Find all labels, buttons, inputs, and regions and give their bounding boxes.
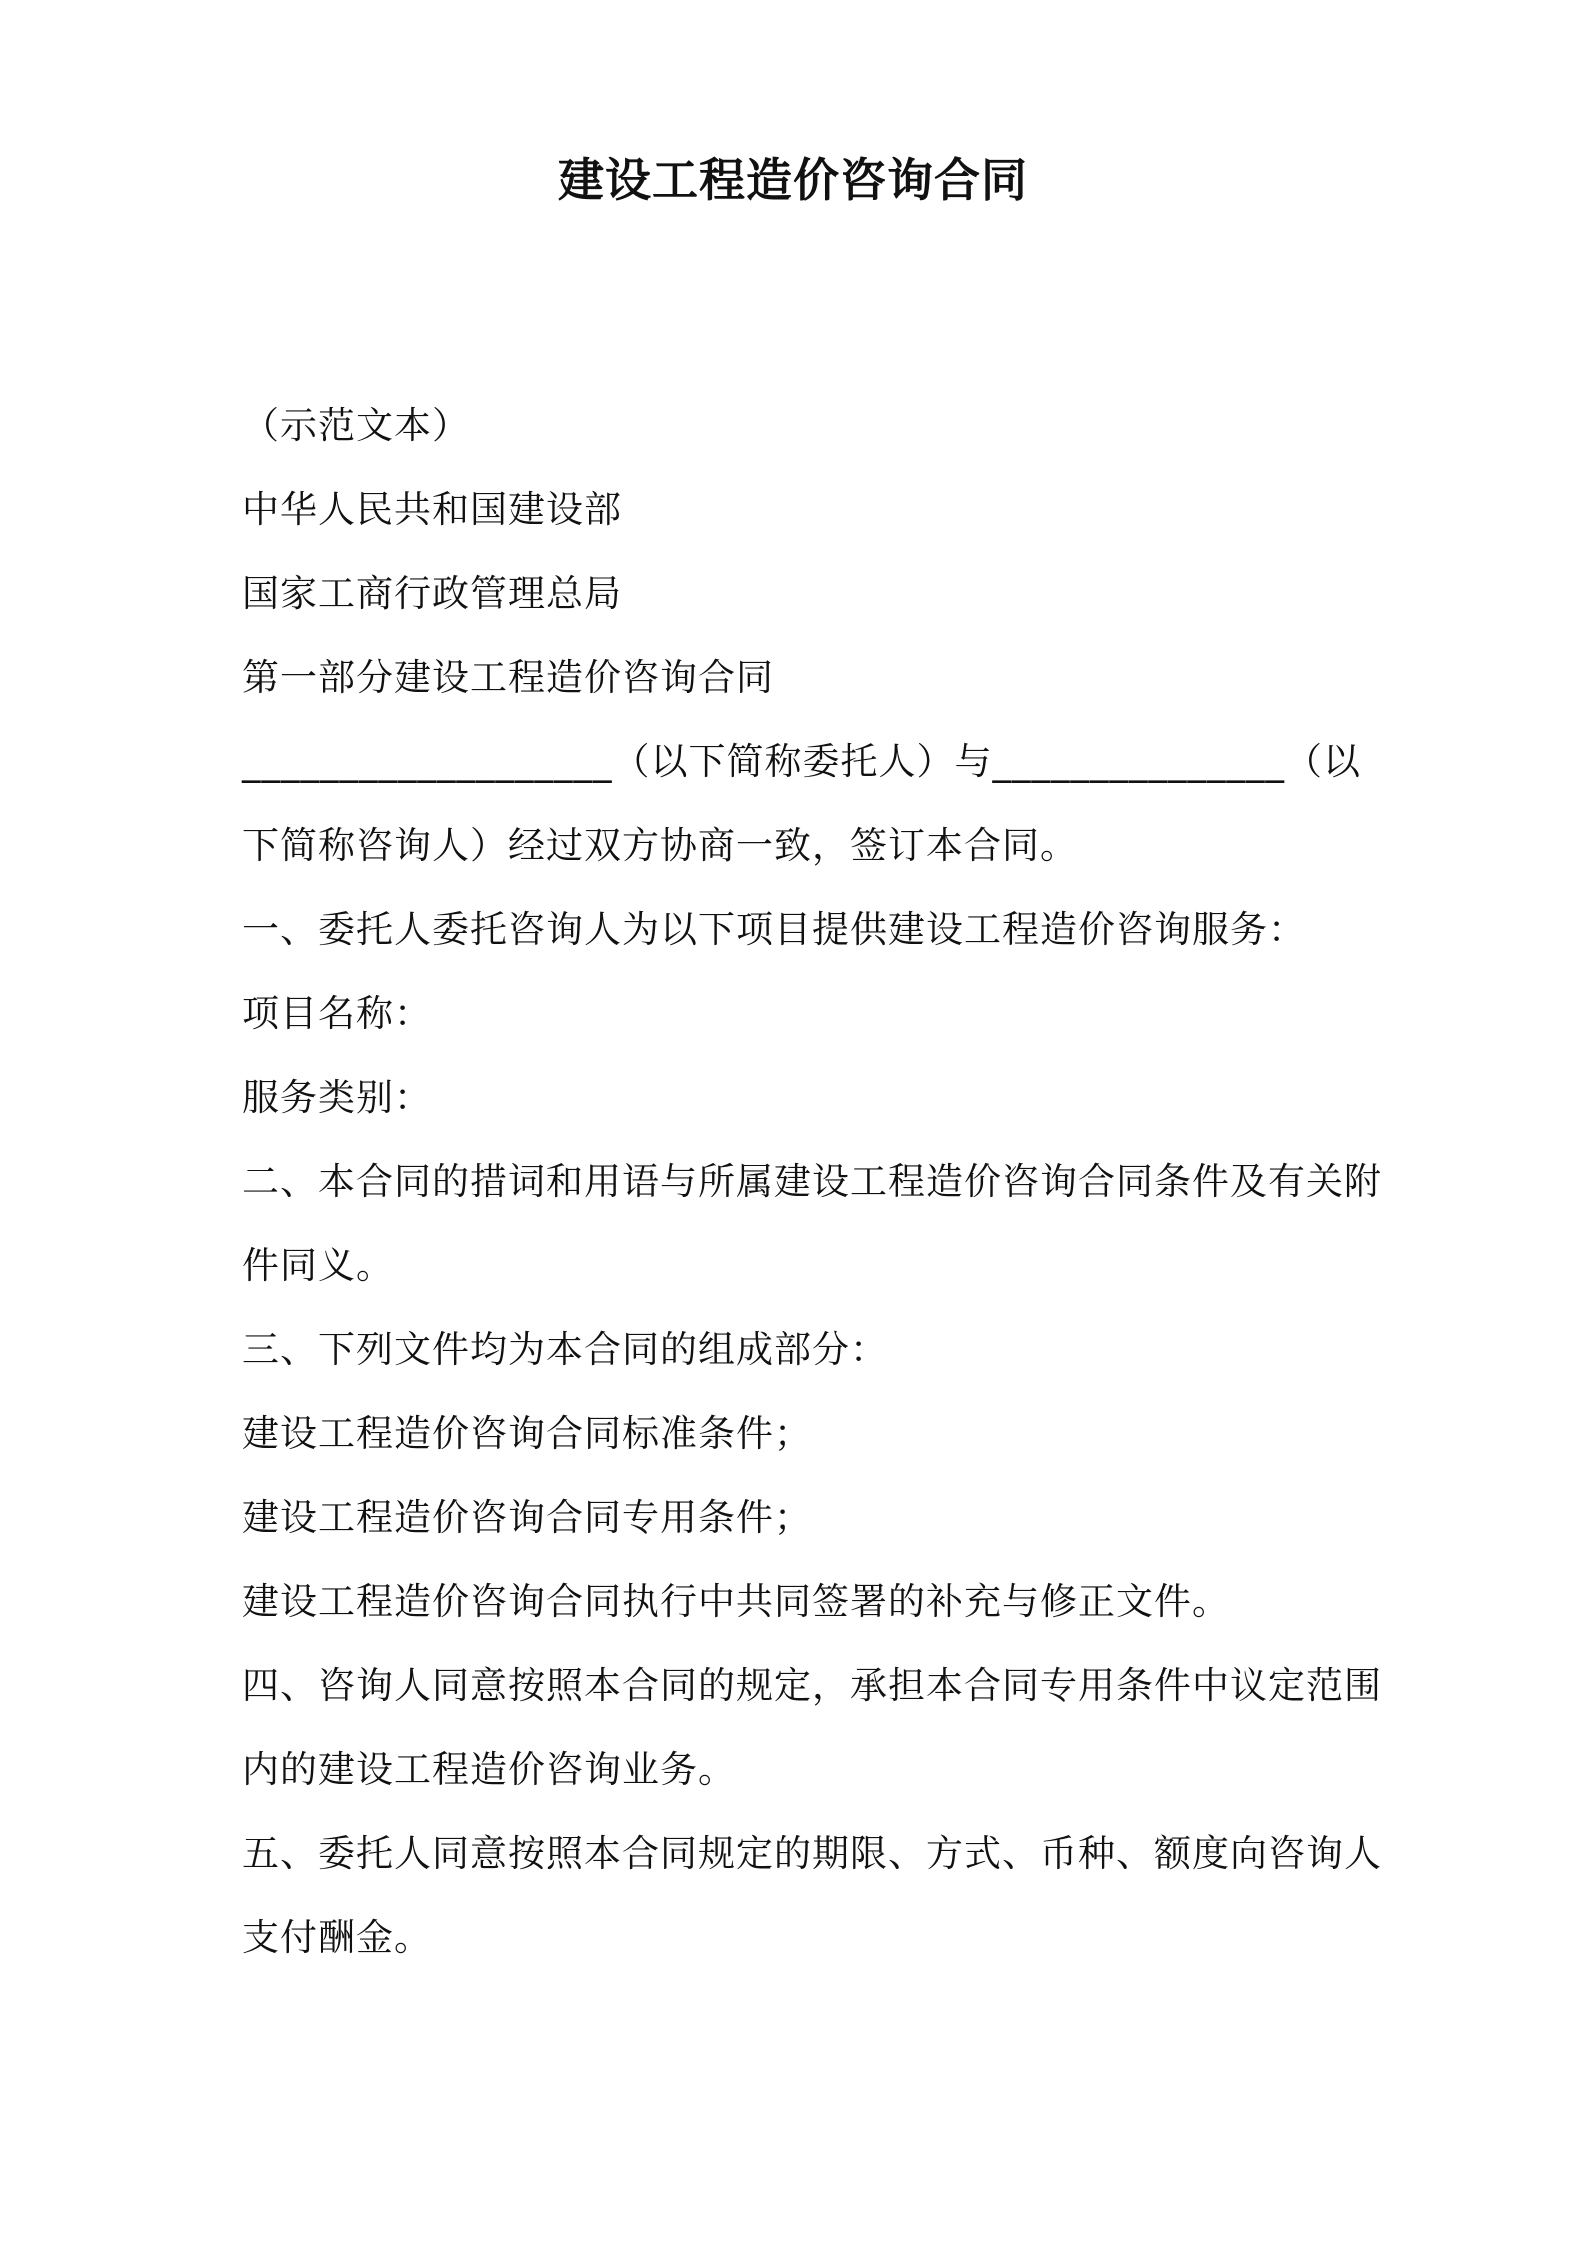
text-line-parties-blank: ___________________（以下简称委托人）与_______________（以: [242, 740, 1361, 783]
text-line-issuer-bureau: 国家工商行政管理总局: [242, 572, 622, 615]
text-line-sample-label: （示范文本）: [242, 404, 470, 447]
text-line-clause-2-cont: 件同义。: [242, 1244, 394, 1287]
text-line-project-name: 项目名称：: [242, 992, 432, 1035]
document-body: [242, 384, 1382, 1980]
text-line-clause-1: 一、委托人委托咨询人为以下项目提供建设工程造价咨询服务：: [242, 908, 1306, 951]
text-line-doc-supplement: 建设工程造价咨询合同执行中共同签署的补充与修正文件。: [242, 1580, 1230, 1623]
text-line-part-one-heading: 第一部分建设工程造价咨询合同: [242, 656, 774, 699]
document-title: 建设工程造价咨询合同: [558, 153, 1028, 207]
text-line-service-category: 服务类别：: [242, 1076, 432, 1119]
text-line-doc-special: 建设工程造价咨询合同专用条件；: [242, 1496, 812, 1539]
text-line-clause-2: 二、本合同的措词和用语与所属建设工程造价咨询合同条件及有关附: [242, 1160, 1382, 1203]
text-line-clause-3: 三、下列文件均为本合同的组成部分：: [242, 1328, 888, 1371]
text-line-clause-5-cont: 支付酬金。: [242, 1916, 432, 1959]
text-line-clause-4-cont: 内的建设工程造价咨询业务。: [242, 1748, 736, 1791]
text-line-doc-standard: 建设工程造价咨询合同标准条件；: [242, 1412, 812, 1455]
text-line-issuer-ministry: 中华人民共和国建设部: [242, 488, 622, 531]
text-line-clause-4: 四、咨询人同意按照本合同的规定，承担本合同专用条件中议定范围: [242, 1664, 1382, 1707]
text-line-parties-agreement: 下简称咨询人）经过双方协商一致，签订本合同。: [242, 824, 1078, 867]
text-line-clause-5: 五、委托人同意按照本合同规定的期限、方式、币种、额度向咨询人: [242, 1832, 1382, 1875]
